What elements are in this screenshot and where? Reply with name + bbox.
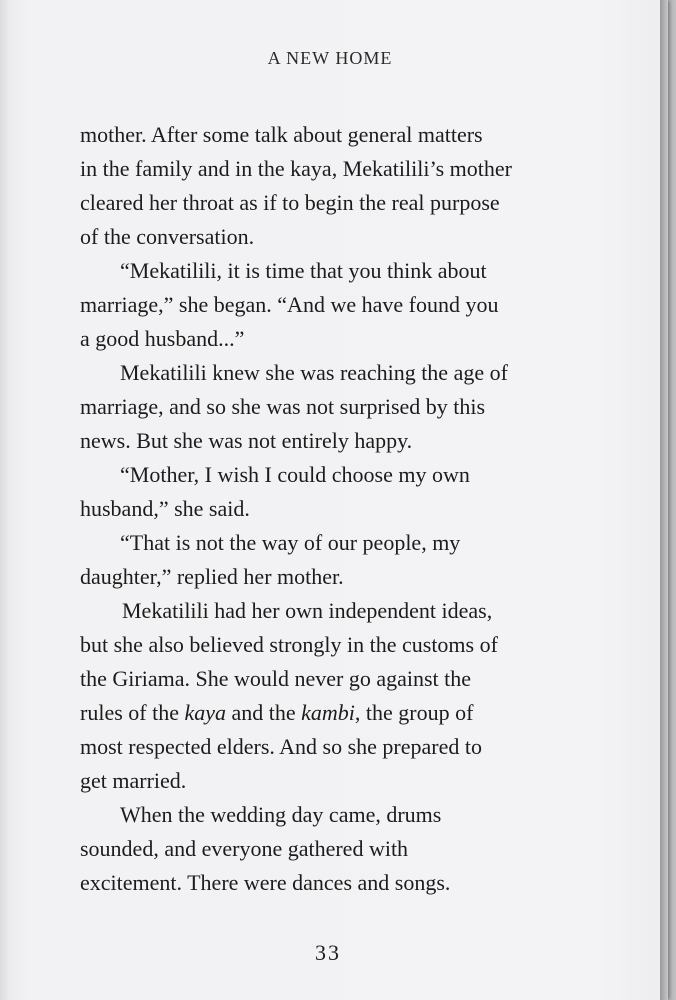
text-line: in the family and in the kaya, Mekatilili’s mother [80,156,512,181]
text-line: “Mother, I wish I could choose my own [120,462,470,487]
text-line: Mekatilili knew she was reaching the age of [120,360,508,385]
text-line: mother. After some talk about general matters [80,122,483,147]
text-run: rules of the [80,700,185,725]
text-line: daughter,” replied her mother. [80,564,344,589]
text-line: a good husband...” [80,326,245,351]
text-line: of the conversation. [80,224,255,249]
page-number: 33 [315,940,341,965]
running-header: A NEW HOME [267,48,393,68]
text-line: marriage, and so she was not surprised by this [80,394,486,419]
text-line: husband,” she said. [80,496,250,521]
italic-term-kaya: kaya [184,700,226,725]
text-line: marriage,” she began. “And we have found you [80,292,499,317]
text-line: sounded, and everyone gathered with [80,836,409,861]
italic-term-kambi: kambi [301,700,355,725]
text-run: , the group of [354,700,474,725]
text-line [80,696,580,730]
body-text [80,118,580,900]
text-line: Mekatilili had her own independent ideas, [122,598,493,623]
text-line: the Giriama. She would never go against the [80,666,472,691]
text-line: “Mekatilili, it is time that you think about [120,258,487,283]
text-line: cleared her throat as if to begin the real purpose [80,190,500,215]
text-run: and the [226,700,302,725]
page-edge [660,0,668,1000]
text-line: but she also believed strongly in the customs of [80,632,498,657]
text-line: When the wedding day came, drums [120,802,442,827]
text-line: “That is not the way of our people, my [120,530,461,555]
text-line: most respected elders. And so she prepared to [80,734,482,759]
text-line: news. But she was not entirely happy. [80,428,413,453]
text-line: get married. [80,768,187,793]
text-line: excitement. There were dances and songs. [80,870,451,895]
